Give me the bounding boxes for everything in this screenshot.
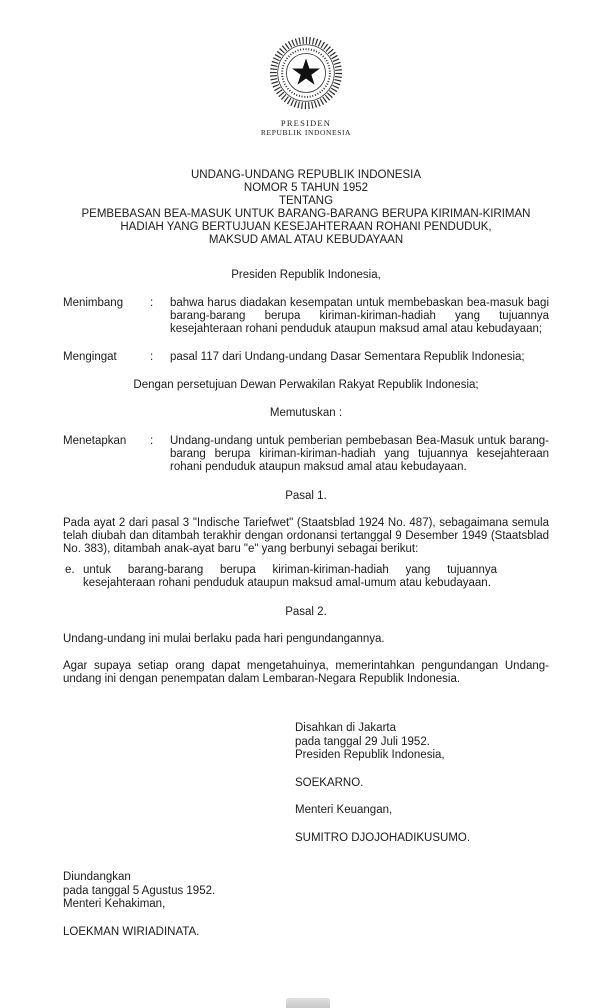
org-name-line1: PRESIDEN bbox=[280, 118, 332, 128]
signature-place: Disahkan di Jakarta bbox=[295, 722, 396, 734]
clause-label: Menetapkan bbox=[63, 435, 127, 447]
org-name bbox=[0, 118, 612, 137]
title-line-5: HADIAH YANG BERTUJUAN KESEJAHTERAAN ROHANI PENDUDUK, bbox=[120, 221, 492, 233]
promulgation-minister-title: Menteri Kehakiman, bbox=[63, 898, 166, 910]
promulgation-gap bbox=[63, 912, 549, 926]
presidential-seal-icon bbox=[267, 34, 345, 112]
agreement-line: Dengan persetujuan Dewan Perwakilan Rakyat Republik Indonesia; bbox=[133, 379, 479, 391]
signature-date: pada tanggal 29 Juli 1952. bbox=[295, 735, 430, 748]
pasal-1-paragraph: Pada ayat 2 dari pasal 3 "Indische Tariefwet" (Staatsblad 1924 No. 487), sebagaimana semula telah diubah dan ditambah terakhir dengan ordonansi tertanggal 9 Desember 1949 (Staatsblad No. 383), ditambah anak-ayat baru "e" yang berbunyi sebagai berikut: bbox=[63, 517, 549, 555]
title-line-3: TENTANG bbox=[278, 195, 334, 207]
decision-heading: Memutuskan : bbox=[269, 407, 343, 419]
star-icon bbox=[292, 58, 320, 84]
list-text: untuk barang-barang berupa kiriman-kiriman-hadiah yang tujuannya kesejahteraan rohani penduduk ataupun maksud amal-umum atau kebudayaan. bbox=[83, 564, 497, 589]
clause-text: pasal 117 dari Undang-undang Dasar Sementara Republik Indonesia; bbox=[170, 351, 525, 363]
clause-text: Undang-undang untuk pemberian pembebasan Bea-Masuk untuk barang-barang berupa kiriman-kiriman-hadiah yang tujuannya kesejahteraan rohani penduduk ataupun maksud amal atau kebudayaan. bbox=[170, 435, 549, 473]
signature-title: Presiden Republik Indonesia, bbox=[295, 749, 445, 761]
promulgation-minister-name: LOEKMAN WIRIADINATA. bbox=[63, 925, 200, 938]
clause-label: Mengingat bbox=[63, 351, 117, 363]
closing-paragraph: Agar supaya setiap orang dapat mengetahuinya, memerintahkan pengundangan Undang-undang ini dengan penempatan dalam Lembaran-Negara Republik Indonesia. bbox=[63, 660, 549, 685]
title-line-2: NOMOR 5 TAHUN 1952 bbox=[243, 182, 369, 194]
org-name-line2: REPUBLIK INDONESIA bbox=[260, 128, 352, 137]
document-body bbox=[0, 169, 612, 939]
pasal-1-item-e bbox=[63, 564, 549, 590]
clause-menetapkan bbox=[63, 435, 549, 474]
title-line-4: PEMBEBASAN BEA-MASUK UNTUK BARANG-BARANG BERUPA KIRIMAN-KIRIMAN bbox=[81, 208, 531, 220]
signature-gap bbox=[295, 818, 549, 832]
clause-colon: : bbox=[150, 435, 154, 447]
title-line-1: UNDANG-UNDANG REPUBLIK INDONESIA bbox=[190, 169, 422, 181]
minister-name: SUMITRO DJOJOHADIKUSUMO. bbox=[295, 831, 471, 844]
clause-mengingat bbox=[63, 351, 549, 364]
page-curl-artifact bbox=[286, 998, 330, 1008]
promulgation-line1: Diundangkan bbox=[63, 871, 131, 883]
pasal-2-heading: Pasal 2. bbox=[285, 606, 327, 618]
pasal-2-paragraph: Undang-undang ini mulai berlaku pada hari pengundangannya. bbox=[63, 633, 385, 645]
clause-colon: : bbox=[150, 351, 154, 363]
minister-title: Menteri Keuangan, bbox=[295, 804, 393, 816]
opening-line: Presiden Republik Indonesia, bbox=[231, 269, 381, 281]
pasal-1-heading: Pasal 1. bbox=[285, 490, 327, 502]
clause-menimbang bbox=[63, 297, 549, 336]
president-name: SOEKARNO. bbox=[295, 776, 364, 789]
signature-gap bbox=[295, 763, 549, 777]
promulgation-date: pada tanggal 5 Agustus 1952. bbox=[63, 884, 216, 897]
title-line-6: MAKSUD AMAL ATAU KEBUDAYAAN bbox=[208, 234, 404, 246]
letterhead bbox=[0, 0, 612, 137]
clause-label: Menimbang bbox=[63, 297, 124, 309]
signature-gap bbox=[295, 790, 549, 804]
clause-colon: : bbox=[150, 297, 154, 309]
signature-block bbox=[295, 722, 549, 845]
promulgation-block bbox=[63, 871, 549, 939]
list-marker: e. bbox=[65, 564, 75, 576]
document-title bbox=[63, 169, 549, 247]
clause-text: bahwa harus diadakan kesempatan untuk membebaskan bea-masuk bagi barang-barang berupa kiriman-kiriman-hadiah yang tujuannya kesejahteraan rohani penduduk ataupun maksud amal atau kebudayaan; bbox=[170, 297, 549, 335]
